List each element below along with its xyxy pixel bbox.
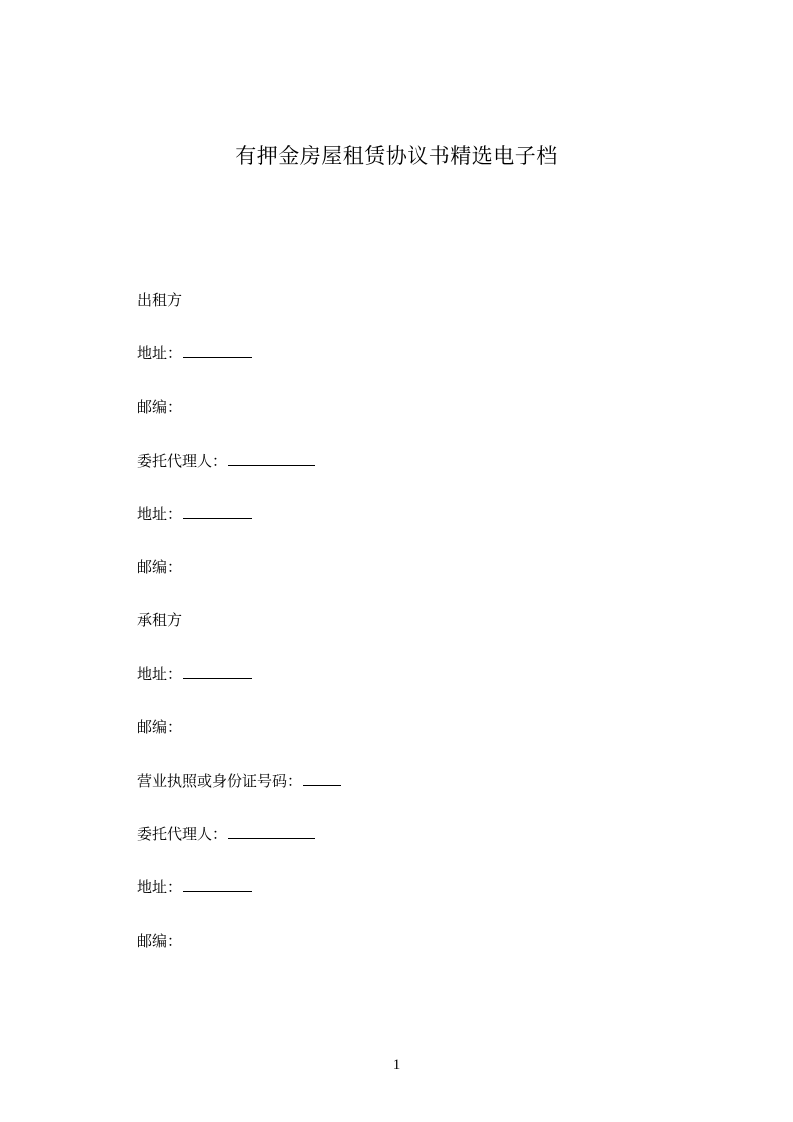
lessee-agent-blank [228,824,315,839]
lessor-agent-postcode-label: 邮编： [137,558,183,576]
lessor-address-line [137,342,252,364]
lessee-address-label: 地址： [137,665,183,683]
lessor-postcode-label: 邮编： [137,398,183,416]
lessor-heading [137,289,182,311]
lessee-id-label: 营业执照或身份证号码： [137,772,303,790]
lessee-agent-address-blank [183,877,252,892]
lessee-agent-postcode-line [137,930,182,952]
lessee-address-line [137,663,252,685]
lessee-agent-address-line [137,876,252,898]
lessor-agent-address-label: 地址： [137,505,183,523]
lessee-id-line [137,770,341,792]
lessor-agent-label: 委托代理人： [137,452,228,470]
lessee-address-blank [183,664,252,679]
lessee-postcode-line [137,716,182,738]
lessor-agent-address-line [137,503,252,525]
lessor-address-blank [183,343,252,358]
lessor-agent-postcode-line [137,556,182,578]
lessee-heading [137,609,182,631]
lessee-agent-postcode-label: 邮编： [137,932,183,950]
lessee-agent-line [137,823,315,845]
lessor-agent-address-blank [183,504,252,519]
lessee-agent-address-label: 地址： [137,878,183,896]
lessor-postcode-line [137,396,182,418]
lessee-label: 承租方 [137,611,183,629]
document-title: 有押金房屋租赁协议书精选电子档 [235,144,558,168]
lessee-agent-label: 委托代理人： [137,825,228,843]
lessor-agent-blank [228,451,315,466]
page-number: 1 [392,1057,401,1073]
lessor-address-label: 地址： [137,344,183,362]
lessee-id-blank [303,771,341,786]
lessor-agent-line [137,450,315,472]
lessor-label: 出租方 [137,291,183,309]
lessee-postcode-label: 邮编： [137,718,183,736]
